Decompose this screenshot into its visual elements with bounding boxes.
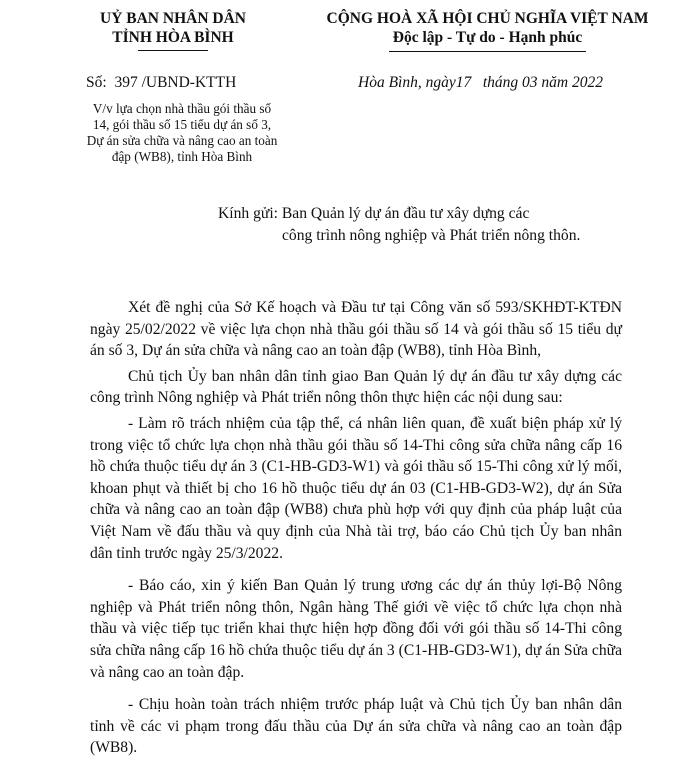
date-rest: tháng 03 năm 2022 [482, 74, 603, 91]
recipient-line1: Kính gửi: Ban Quản lý dự án đầu tư xây dựng các [218, 205, 530, 222]
doc-number-value: 397 [114, 74, 138, 91]
org-underline [138, 50, 208, 51]
motto-underline [389, 51, 586, 52]
state-title: CỘNG HOÀ XÃ HỘI CHỦ NGHĨA VIỆT NAM [326, 10, 649, 27]
doc-date [358, 74, 603, 92]
subject-line: Dự án sửa chữa và nâng cao an toàn [86, 133, 278, 148]
subject-block [52, 101, 312, 165]
letter-body [90, 297, 622, 764]
body-paragraph-1: Xét đề nghị của Sở Kế hoạch và Đầu tư tại Công văn số 593/SKHĐT-KTĐN ngày 25/02/2022 về việc lựa chọn nhà thầu gói thầu số 14 và gói thầu số 15 tiểu dự án số 3, Dự án sửa chữa và nâng cao an toàn đập (WB8), tỉnh Hòa Bình, [90, 299, 622, 360]
recipient-block [218, 203, 580, 247]
state-motto: Độc lập - Tự do - Hạnh phúc [392, 29, 583, 46]
body-paragraph-2: Chủ tịch Ủy ban nhân dân tỉnh giao Ban Quản lý dự án đầu tư xây dựng các công trình Nông nghiệp và Phát triển nông thôn thực hiện các nội dung sau: [90, 367, 622, 407]
org-name-line1: UỶ BAN NHÂN DÂN [100, 10, 246, 27]
doc-number-suffix: /UBND-KTTH [141, 74, 237, 91]
date-place: Hòa Bình, ngày [358, 74, 456, 91]
subject-line: 14, gói thầu số 15 tiểu dự án số 3, [92, 117, 272, 132]
doc-number [86, 74, 236, 92]
subject-line: đập (WB8), tỉnh Hòa Bình [111, 149, 253, 164]
recipient-line2: công trình nông nghiệp và Phát triển nông thôn. [282, 227, 581, 244]
body-paragraph-4: - Báo cáo, xin ý kiến Ban Quản lý trung ương các dự án thủy lợi-Bộ Nông nghiệp và Phát triển nông thôn, Ngân hàng Thế giới về việc tổ chức lựa chọn nhà thầu và việc tiếp tục triển khai thực hiện hợp đồng đối với gói thầu số 14-Thi công sửa chữa nâng cấp 16 hồ chứa thuộc tiểu dự án 3 (C1-HB-GD3-W1), dự án Sửa chữa và nâng cao an toàn đập. [90, 577, 622, 681]
subject-line: V/v lựa chọn nhà thầu gói thầu số [92, 101, 272, 116]
date-day: 17 [455, 74, 472, 91]
body-paragraph-3: - Làm rõ trách nhiệm của tập thể, cá nhân liên quan, đề xuất biện pháp xử lý trong việc tổ chức lựa chọn nhà thầu gói thầu số 14-Thi công sửa chữa nâng cấp 16 hồ chứa thuộc tiểu dự án 3 (C1-HB-GD3-W1) và gói thầu số 15-Thi công xử lý mối, khoan phụt và thiết bị cho 16 hồ thuộc tiểu dự án 03 (C1-HB-GD3-W2), dự án Sửa chữa và nâng cao an toàn đập (WB8) chưa phù hợp với quy định của pháp luật của Việt Nam về đấu thầu và quy định của Nhà tài trợ, báo cáo Chủ tịch Ủy ban nhân dân tỉnh trước ngày 25/3/2022. [90, 414, 622, 562]
org-name-line2: TỈNH HÒA BÌNH [112, 29, 234, 46]
doc-number-prefix: Số: [86, 74, 107, 91]
body-paragraph-5: - Chịu hoàn toàn trách nhiệm trước pháp luật và Chủ tịch Ủy ban nhân dân tỉnh về các vi phạm trong đấu thầu của Dự án sửa chữa và nâng cao an toàn đập (WB8). [90, 696, 622, 757]
